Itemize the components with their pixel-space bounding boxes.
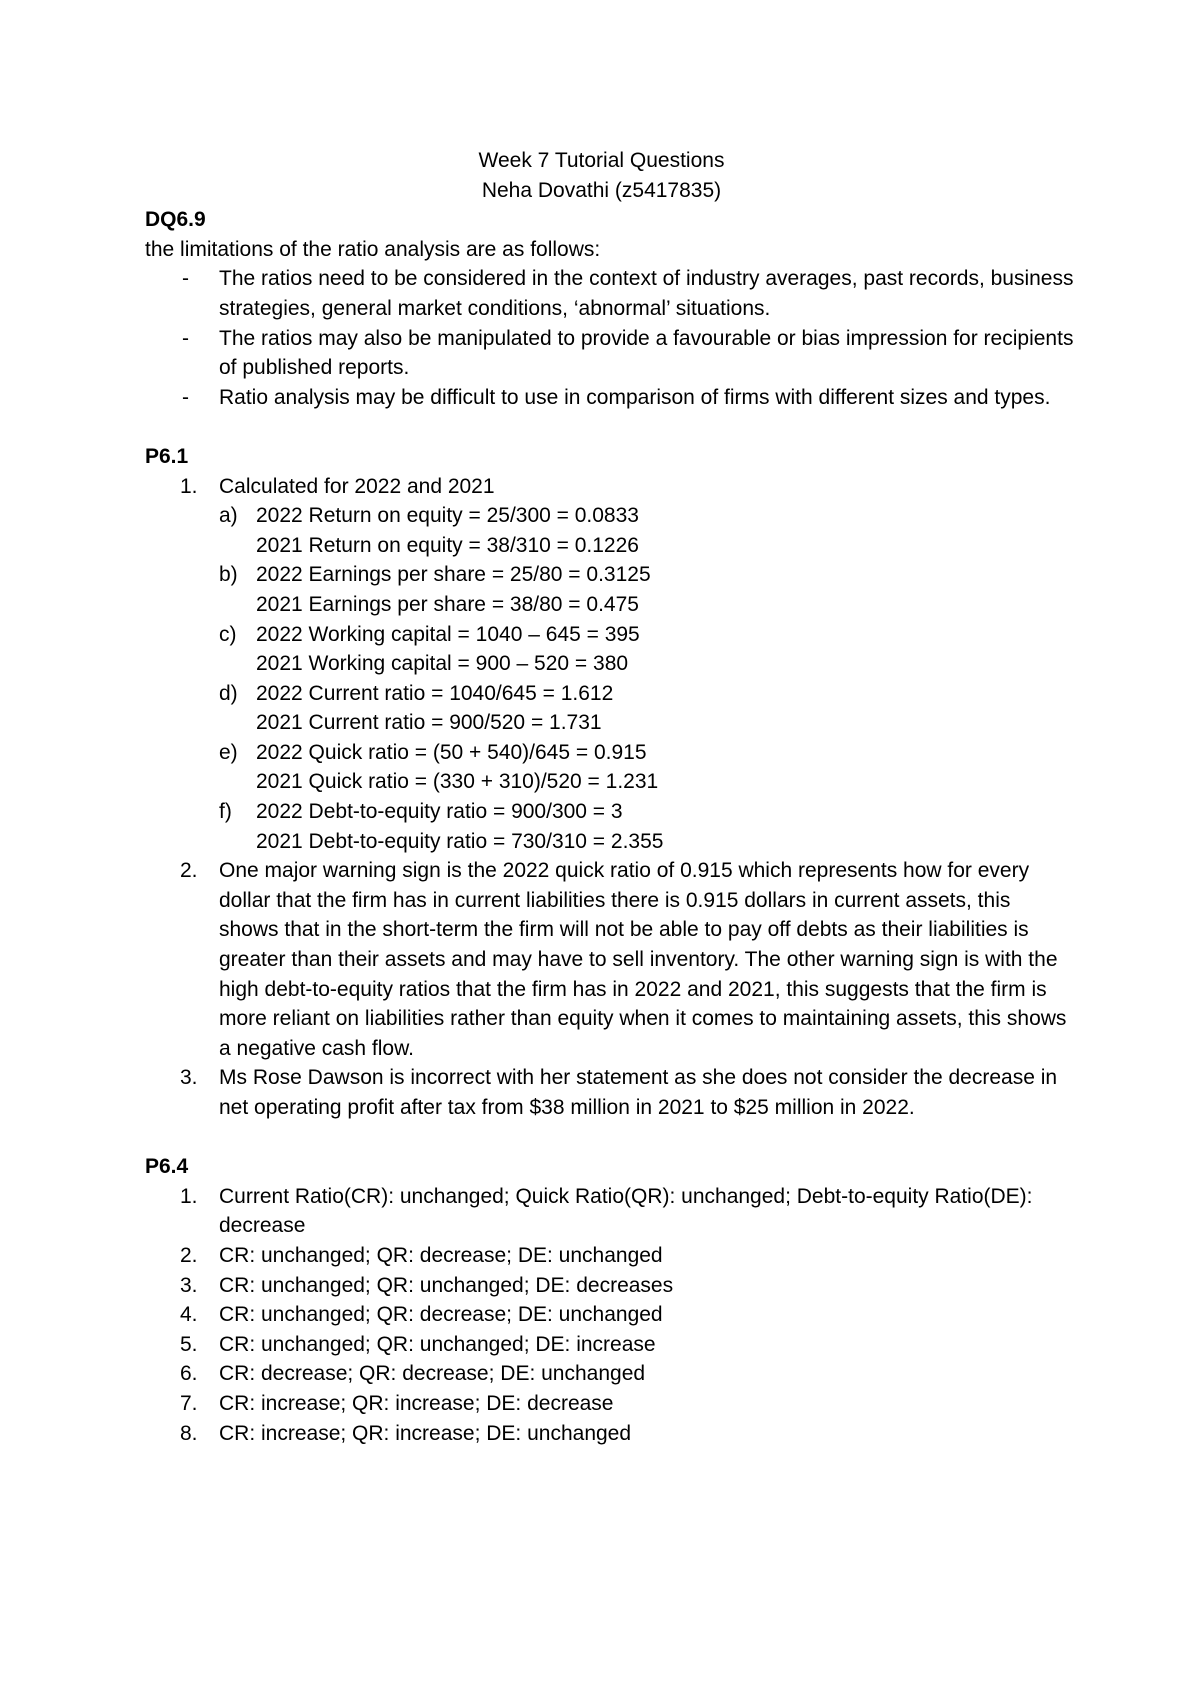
p64-item-6	[145, 1359, 1075, 1389]
item-number: 8.	[180, 1421, 198, 1445]
calc-line: 2022 Debt-to-equity ratio = 900/300 = 3	[256, 800, 623, 824]
item-text: Current Ratio(CR): unchanged; Quick Ratio(QR): unchanged; Debt-to-equity Ratio(DE): decrease	[219, 1184, 1033, 1238]
bullet-item: - Ratio analysis may be difficult to use in comparison of firms with different sizes and types.	[145, 383, 1075, 413]
calc-line: 2021 Return on equity = 38/310 = 0.1226	[256, 533, 639, 557]
p61-item-3	[145, 1063, 1075, 1122]
item-number: 2.	[180, 1243, 198, 1267]
spacer	[145, 412, 1075, 442]
calc-line: 2021 Current ratio = 900/520 = 1.731	[256, 711, 602, 735]
p61-subitem-a	[145, 501, 1075, 560]
bullet-item: - The ratios need to be considered in the context of industry averages, past records, business strategies, general market conditions, ‘abnormal’ situations.	[145, 264, 1075, 323]
item-number: 1.	[180, 1184, 198, 1208]
calc-line: 2022 Current ratio = 1040/645 = 1.612	[256, 681, 614, 705]
p64-item-1	[145, 1182, 1075, 1241]
item-number: 5.	[180, 1332, 198, 1356]
author-line: Neha Dovathi (z5417835)	[481, 178, 722, 202]
calc-line: 2022 Working capital = 1040 – 645 = 395	[256, 622, 640, 646]
subitem-label: e)	[219, 740, 238, 764]
item-text: Calculated for 2022 and 2021	[219, 474, 495, 498]
item-text: CR: increase; QR: increase; DE: decrease	[219, 1391, 614, 1415]
dq69-intro: the limitations of the ratio analysis are as follows:	[145, 237, 601, 261]
item-number: 7.	[180, 1391, 198, 1415]
subitem-label: c)	[219, 622, 237, 646]
p61-subitem-b	[145, 560, 1075, 619]
section-heading-p61: P6.1	[145, 444, 189, 468]
section-heading-dq69: DQ6.9	[145, 208, 206, 232]
dq69-bullet-list	[145, 264, 1075, 412]
document-title: Week 7 Tutorial Questions	[478, 149, 725, 172]
item-number: 2.	[180, 859, 198, 883]
item-text: CR: unchanged; QR: unchanged; DE: decreases	[219, 1273, 674, 1297]
item-text: CR: increase; QR: increase; DE: unchanged	[219, 1421, 632, 1445]
subitem-label: a)	[219, 504, 238, 528]
item-text: CR: unchanged; QR: unchanged; DE: increase	[219, 1332, 656, 1356]
calc-line: 2021 Quick ratio = (330 + 310)/520 = 1.231	[256, 770, 659, 794]
calc-line: 2022 Quick ratio = (50 + 540)/645 = 0.915	[256, 740, 647, 764]
p61-subitem-d	[145, 679, 1075, 738]
item-number: 1.	[180, 474, 198, 498]
item-text: CR: unchanged; QR: decrease; DE: unchanged	[219, 1243, 663, 1267]
p64-item-3	[145, 1271, 1075, 1301]
p64-item-8	[145, 1419, 1075, 1449]
p61-subitem-e	[145, 738, 1075, 797]
subitem-label: d)	[219, 681, 238, 705]
calc-line: 2021 Earnings per share = 38/80 = 0.475	[256, 592, 639, 616]
p61-subitem-f	[145, 797, 1075, 856]
subitem-label: f)	[219, 800, 232, 824]
calc-line: 2021 Debt-to-equity ratio = 730/310 = 2.355	[256, 829, 664, 853]
p61-item-1	[145, 472, 1075, 502]
calc-line: 2022 Return on equity = 25/300 = 0.0833	[256, 504, 639, 528]
item-number: 4.	[180, 1303, 198, 1327]
item-text: CR: unchanged; QR: decrease; DE: unchanged	[219, 1303, 663, 1327]
document-body	[145, 146, 1075, 1448]
p64-item-5	[145, 1330, 1075, 1360]
item-number: 3.	[180, 1273, 198, 1297]
p64-item-7	[145, 1389, 1075, 1419]
p61-item-2	[145, 856, 1075, 1063]
p64-item-4	[145, 1300, 1075, 1330]
p64-item-2	[145, 1241, 1075, 1271]
item-text: CR: decrease; QR: decrease; DE: unchanged	[219, 1362, 646, 1386]
item-text: One major warning sign is the 2022 quick ratio of 0.915 which represents how for every dollar that the firm has in current liabilities there is 0.915 dollars in current assets, this shows that in the short-term the firm will not be able to pay off debts as their liabilities is greater than their assets and may have to sell inventory. The other warning sign is with the high debt-to-equity ratios that the firm has in 2022 and 2021, this suggests that the firm is more reliant on liabilities rather than equity when it comes to maintaining assets, this shows a negative cash flow.	[219, 859, 1067, 1060]
section-heading-p64: P6.4	[145, 1155, 189, 1179]
bullet-item: - The ratios may also be manipulated to provide a favourable or bias impression for recipients of published reports.	[145, 324, 1075, 383]
item-number: 3.	[180, 1066, 198, 1090]
subitem-label: b)	[219, 563, 238, 587]
spacer	[145, 1123, 1075, 1153]
item-text: Ms Rose Dawson is incorrect with her statement as she does not consider the decrease in net operating profit after tax from $38 million in 2021 to $25 million in 2022.	[219, 1066, 1058, 1119]
item-number: 6.	[180, 1362, 198, 1386]
calc-line: 2021 Working capital = 900 – 520 = 380	[256, 652, 629, 676]
p61-subitem-c	[145, 620, 1075, 679]
calc-line: 2022 Earnings per share = 25/80 = 0.3125	[256, 563, 651, 587]
